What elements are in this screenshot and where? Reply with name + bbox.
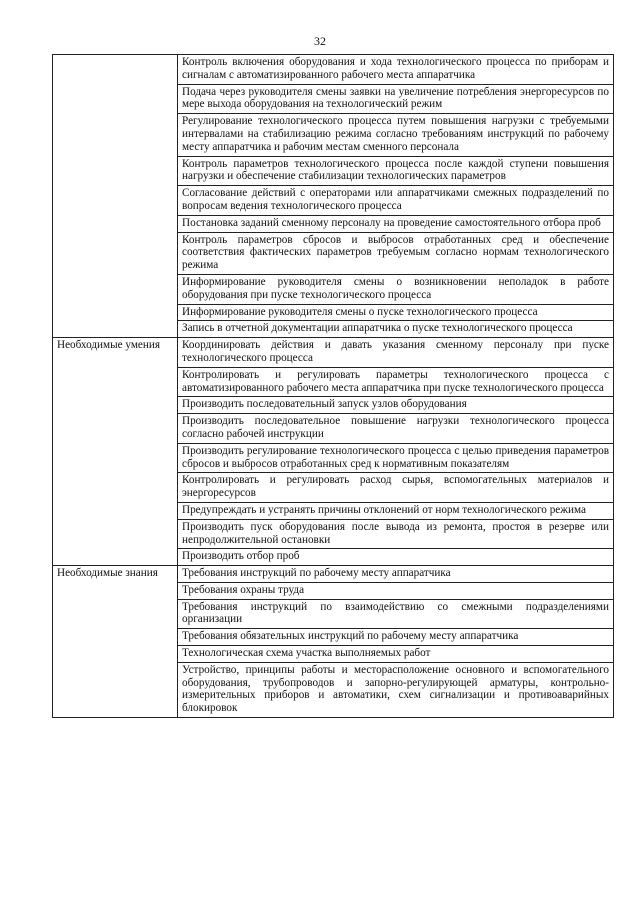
category-cell: Необходимые умения <box>53 338 178 566</box>
requirement-cell: Производить регулирование технологического процесса с целью приведения параметров сбросов и выбросов отработанных сред к нормативным показателям <box>178 443 614 473</box>
requirement-cell: Требования инструкций по рабочему месту аппаратчика <box>178 566 614 583</box>
requirement-cell: Запись в отчетной документации аппаратчика о пуске технологического процесса <box>178 321 614 338</box>
requirement-cell: Производить последовательный запуск узлов оборудования <box>178 397 614 414</box>
requirement-cell: Предупреждать и устранять причины отклонений от норм технологического режима <box>178 502 614 519</box>
table-row <box>53 338 614 368</box>
requirement-cell: Производить пуск оборудования после вывода из ремонта, простоя в резерве или непродолжительной остановки <box>178 519 614 549</box>
requirement-cell: Подача через руководителя смены заявки на увеличение потребления энергоресурсов по мере выхода оборудования на технологический режим <box>178 84 614 114</box>
requirement-cell: Контролировать и регулировать расход сырья, вспомогательных материалов и энергоресурсов <box>178 473 614 503</box>
requirement-cell: Производить отбор проб <box>178 549 614 566</box>
table-row <box>53 55 614 85</box>
requirement-cell: Регулирование технологического процесса путем повышения нагрузки с требуемыми интервалами на стабилизацию режима согласно требованиям инструкций по рабочему месту аппаратчика и рабочим местам сменного персонала <box>178 114 614 156</box>
requirement-cell: Технологическая схема участка выполняемых работ <box>178 646 614 663</box>
requirement-cell: Требования охраны труда <box>178 582 614 599</box>
requirements-table <box>52 54 614 718</box>
requirement-cell: Устройство, принципы работы и месторасположение основного и вспомогательного оборудования, трубопроводов и запорно-регулирующей арматуры, контрольно-измерительных приборов и автоматики, схем сигнализации и противоаварийных блокировок <box>178 662 614 717</box>
table-body <box>53 55 614 718</box>
requirement-cell: Информирование руководителя смены о возникновении неполадок в работе оборудования при пуске технологического процесса <box>178 274 614 304</box>
requirement-cell: Требования обязательных инструкций по рабочему месту аппаратчика <box>178 629 614 646</box>
page-number: 32 <box>314 34 326 48</box>
requirement-cell: Согласование действий с операторами или аппаратчиками смежных подразделений по вопросам ведения технологического процесса <box>178 186 614 216</box>
requirement-cell: Требования инструкций по взаимодействию со смежными подразделениями организации <box>178 599 614 629</box>
requirement-cell: Контроль параметров технологического процесса после каждой ступени повышения нагрузки и обеспечение стабилизации технологических параметров <box>178 156 614 186</box>
category-cell <box>53 55 178 338</box>
category-cell: Необходимые знания <box>53 566 178 718</box>
requirement-cell: Контроль параметров сбросов и выбросов отработанных сред и обеспечение соответствия фактических параметров требуемым согласно нормам технологического режима <box>178 232 614 274</box>
requirement-cell: Постановка заданий сменному персоналу на проведение самостоятельного отбора проб <box>178 215 614 232</box>
table-row <box>53 566 614 583</box>
requirement-cell: Производить последовательное повышение нагрузки технологического процесса согласно рабочей инструкции <box>178 414 614 444</box>
requirement-cell: Координировать действия и давать указания сменному персоналу при пуске технологического процесса <box>178 338 614 368</box>
requirement-cell: Информирование руководителя смены о пуске технологического процесса <box>178 304 614 321</box>
requirement-cell: Контроль включения оборудования и хода технологического процесса по приборам и сигналам с автоматизированного рабочего места аппаратчика <box>178 55 614 85</box>
requirement-cell: Контролировать и регулировать параметры технологического процесса с автоматизированного рабочего места аппаратчика при пуске технологического процесса <box>178 367 614 397</box>
